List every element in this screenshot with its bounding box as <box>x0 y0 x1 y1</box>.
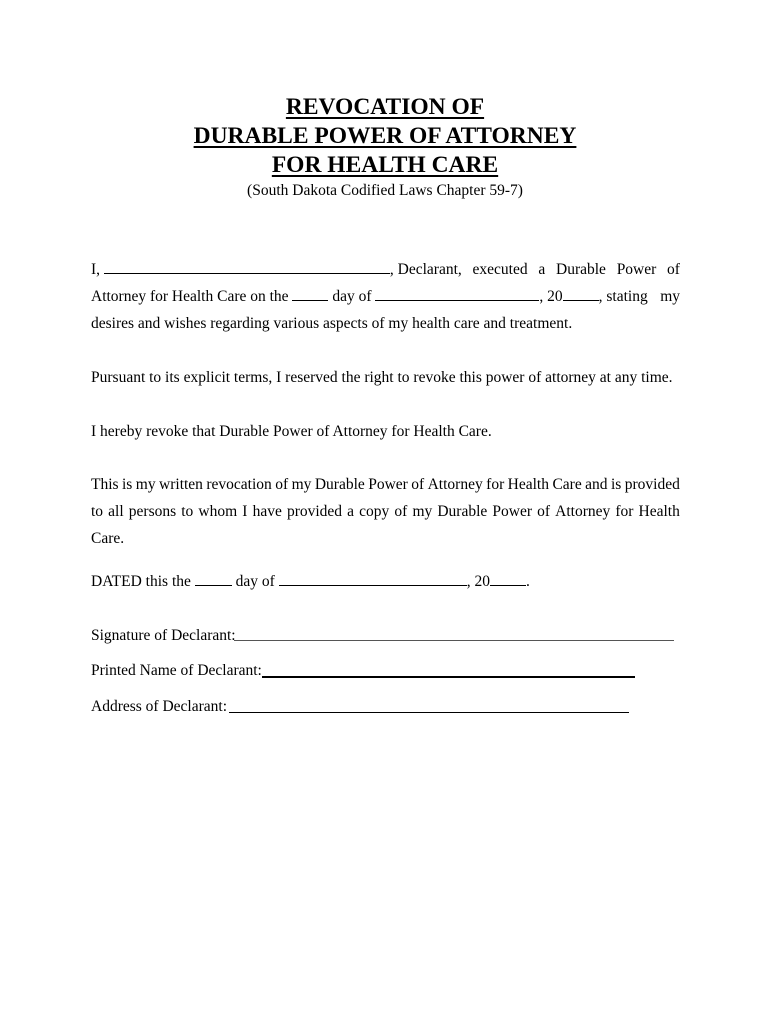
paragraph-declaration-line-3: desires and wishes regarding various aspects of my health care and treatment. <box>91 315 573 332</box>
stating-text: , stating <box>598 288 648 305</box>
dated-year-prefix-text: , 20 <box>466 573 490 590</box>
word: Power <box>368 476 408 493</box>
word: of <box>275 476 289 493</box>
year-prefix-text: , 20 <box>539 288 563 305</box>
word: written <box>159 476 203 493</box>
word: persons <box>128 503 177 520</box>
word: Attorney <box>427 476 483 493</box>
title-line-2: DURABLE POWER OF ATTORNEY <box>193 123 577 149</box>
word: Durable <box>314 476 365 493</box>
word: my <box>412 503 433 520</box>
word: provided <box>286 503 343 520</box>
word: for <box>615 503 634 520</box>
word: Power <box>492 503 532 520</box>
word: of <box>411 476 425 493</box>
day-of-text: day of <box>332 288 372 305</box>
word: This <box>91 476 119 493</box>
word: copy <box>359 503 390 520</box>
reserved-right-text: Pursuant to its explicit terms, I reserved the right to revoke this power of attorney at any time. <box>91 369 673 386</box>
signature-line[interactable] <box>234 640 674 641</box>
paragraph-written-revocation <box>91 471 680 552</box>
address-line[interactable] <box>229 712 629 713</box>
dated-year-blank[interactable] <box>490 585 526 586</box>
title-line-1: REVOCATION OF <box>285 94 485 120</box>
word: for <box>486 476 505 493</box>
execution-month-blank[interactable] <box>375 300 539 301</box>
word: a <box>347 503 355 520</box>
written-revocation-line-1 <box>91 471 680 498</box>
execution-day-blank[interactable] <box>292 300 328 301</box>
declaration-word: of <box>667 261 680 278</box>
written-revocation-line-3: Care. <box>91 530 125 547</box>
word: provided <box>624 476 680 493</box>
dated-day-blank[interactable] <box>195 585 232 586</box>
title-line-3: FOR HEALTH CARE <box>271 152 499 178</box>
word: of <box>394 503 408 520</box>
written-revocation-line-2 <box>91 498 680 525</box>
word: is <box>610 476 622 493</box>
word: all <box>108 503 124 520</box>
document-header <box>0 93 770 200</box>
declaration-start: I, <box>91 261 101 278</box>
word: Health <box>638 503 680 520</box>
word: my <box>291 476 312 493</box>
dated-day-of-text: day of <box>235 573 275 590</box>
revoke-text: I hereby revoke that Durable Power of Attorney for Health Care. <box>91 423 492 440</box>
word: I <box>242 503 248 520</box>
declarant-name-blank[interactable] <box>104 273 390 274</box>
word: and <box>585 476 608 493</box>
paragraph-declaration-line-2 <box>91 283 680 310</box>
word: Durable <box>437 503 488 520</box>
declaration-word: a <box>538 261 546 278</box>
word: is <box>122 476 133 493</box>
dated-text: DATED this the <box>91 573 191 590</box>
document-subtitle: (South Dakota Codified Laws Chapter 59-7) <box>247 182 523 199</box>
declaration-word: , Declarant, <box>389 261 462 278</box>
word: Attorney <box>555 503 611 520</box>
execution-year-blank[interactable] <box>563 300 599 301</box>
dated-period: . <box>525 573 530 590</box>
word: have <box>252 503 282 520</box>
paragraph-revoke <box>91 418 680 445</box>
attorney-date-text: Attorney for Health Care on the <box>91 288 289 305</box>
word: my <box>135 476 156 493</box>
word: Care <box>552 476 582 493</box>
printed-name-line[interactable] <box>262 676 635 678</box>
dated-line <box>91 572 530 592</box>
declaration-word: Power <box>616 261 657 278</box>
signature-label: Signature of Declarant: <box>91 627 236 644</box>
address-label: Address of Declarant: <box>91 698 228 715</box>
printed-name-label: Printed Name of Declarant: <box>91 662 262 679</box>
paragraph-reserved-right <box>91 364 680 391</box>
declaration-word: executed <box>472 261 528 278</box>
paragraph-declaration <box>91 256 680 337</box>
declaration-word: Durable <box>556 261 606 278</box>
dated-month-blank[interactable] <box>279 585 467 586</box>
word: to <box>181 503 194 520</box>
word: Health <box>507 476 549 493</box>
word: of <box>537 503 551 520</box>
my-text: my <box>660 288 680 305</box>
word: whom <box>198 503 238 520</box>
word: revocation <box>206 476 272 493</box>
paragraph-declaration-line-1 <box>91 256 680 283</box>
word: to <box>91 503 104 520</box>
